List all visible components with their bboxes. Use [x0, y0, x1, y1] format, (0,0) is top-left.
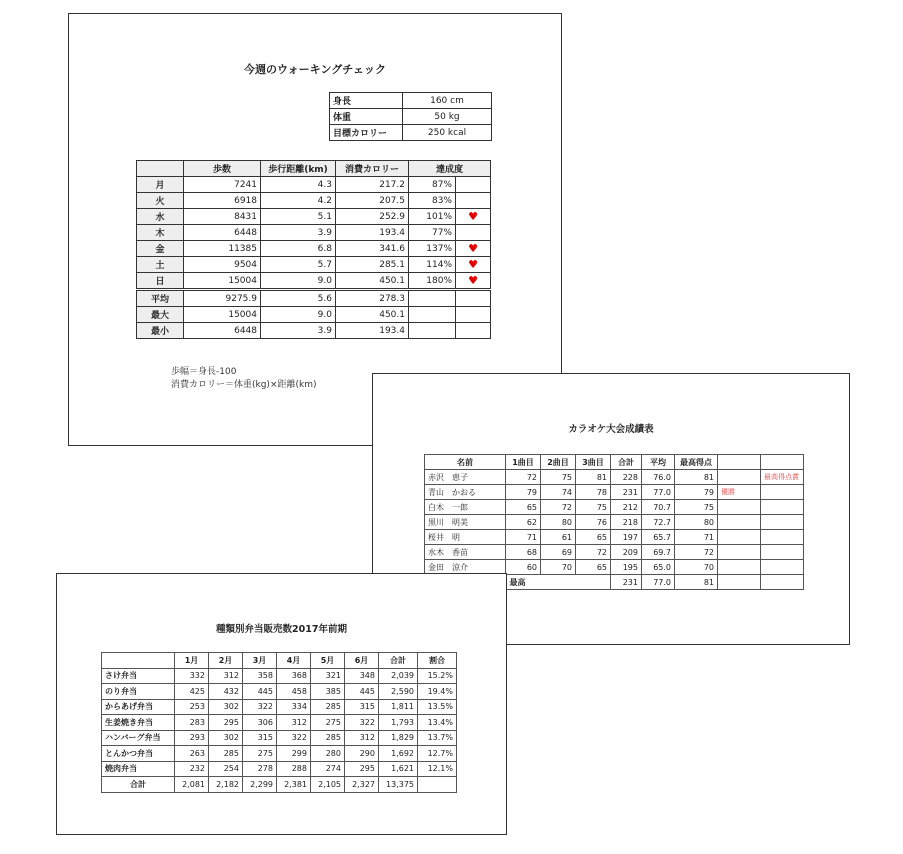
walking-data-table — [136, 160, 491, 339]
column-header: 合計 — [379, 653, 418, 669]
sales-cell: 275 — [311, 715, 345, 731]
contestant-name: 黒川 明美 — [425, 515, 506, 530]
summary-label: 最高 — [425, 575, 611, 590]
sales-cell: 13.4% — [418, 715, 457, 731]
score-cell: 62 — [506, 515, 541, 530]
score-cell: 81 — [675, 575, 718, 590]
sales-cell: 12.1% — [418, 761, 457, 777]
sales-cell: 2,081 — [175, 777, 209, 793]
sales-cell: 19.4% — [418, 684, 457, 700]
score-cell: 81 — [576, 470, 611, 485]
steps-cell: 15004 — [184, 307, 261, 323]
award-label: 最高得点賞 — [761, 470, 804, 485]
empty-cell — [718, 575, 761, 590]
score-cell: 75 — [675, 500, 718, 515]
note-line: 歩幅＝身長-100 — [171, 367, 237, 377]
contestant-row — [425, 515, 804, 530]
formula-notes — [171, 366, 317, 392]
sales-cell: 1,621 — [379, 761, 418, 777]
score-cell: 72.7 — [642, 515, 675, 530]
sales-cell: 290 — [345, 746, 379, 762]
column-header: 3月 — [243, 653, 277, 669]
bento-row — [102, 668, 457, 684]
distance-cell: 9.0 — [261, 307, 336, 323]
empty-cell — [761, 530, 804, 545]
sales-cell: 302 — [209, 699, 243, 715]
sales-cell: 1,793 — [379, 715, 418, 731]
sales-cell: 425 — [175, 684, 209, 700]
calories-cell: 207.5 — [336, 193, 409, 209]
sales-cell: 302 — [209, 730, 243, 746]
info-value: 160 cm — [403, 93, 492, 109]
sales-cell: 1,692 — [379, 746, 418, 762]
distance-cell: 4.2 — [261, 193, 336, 209]
sales-cell: 2,299 — [243, 777, 277, 793]
score-cell: 231 — [611, 485, 642, 500]
contestant-row — [425, 485, 804, 500]
column-header: 合計 — [611, 455, 642, 470]
steps-cell: 6448 — [184, 225, 261, 241]
score-cell: 77.0 — [642, 575, 675, 590]
award-label: 優勝 — [718, 485, 761, 500]
column-header: 6月 — [345, 653, 379, 669]
stat-label: 最大 — [137, 307, 184, 323]
score-cell: 76 — [576, 515, 611, 530]
sales-cell: 2,590 — [379, 684, 418, 700]
distance-cell: 3.9 — [261, 225, 336, 241]
contestant-row — [425, 530, 804, 545]
sales-cell: 445 — [243, 684, 277, 700]
bento-row — [102, 761, 457, 777]
calories-cell: 252.9 — [336, 209, 409, 225]
sales-cell: 458 — [277, 684, 311, 700]
calories-cell: 193.4 — [336, 323, 409, 339]
empty-cell — [718, 515, 761, 530]
sales-cell: 13.5% — [418, 699, 457, 715]
contestant-row — [425, 500, 804, 515]
total-row — [102, 777, 457, 793]
score-cell: 69 — [541, 545, 576, 560]
sales-cell: 285 — [209, 746, 243, 762]
sales-cell: 12.7% — [418, 746, 457, 762]
distance-cell: 6.8 — [261, 241, 336, 257]
profile-info-table — [329, 92, 492, 141]
calories-cell: 341.6 — [336, 241, 409, 257]
empty-cell — [718, 560, 761, 575]
column-header: 3曲目 — [576, 455, 611, 470]
empty-cell — [761, 500, 804, 515]
stat-row — [137, 323, 491, 339]
empty-cell — [456, 307, 491, 323]
score-cell: 61 — [541, 530, 576, 545]
contestant-name: 赤沢 恵子 — [425, 470, 506, 485]
sales-cell: 2,381 — [277, 777, 311, 793]
sales-cell: 1,811 — [379, 699, 418, 715]
score-cell: 72 — [506, 470, 541, 485]
column-header — [718, 455, 761, 470]
distance-cell: 9.0 — [261, 273, 336, 290]
column-header — [761, 455, 804, 470]
info-label: 身長 — [330, 93, 403, 109]
sales-cell: 254 — [209, 761, 243, 777]
column-header: 名前 — [425, 455, 506, 470]
score-cell: 70 — [675, 560, 718, 575]
score-cell: 70.7 — [642, 500, 675, 515]
bento-sales-table — [101, 652, 457, 793]
score-cell: 74 — [541, 485, 576, 500]
achievement-rate-cell: 83% — [409, 193, 456, 209]
distance-cell: 5.6 — [261, 290, 336, 307]
score-cell: 71 — [675, 530, 718, 545]
bento-row — [102, 684, 457, 700]
steps-cell: 9504 — [184, 257, 261, 273]
achievement-rate-cell: 87% — [409, 177, 456, 193]
empty-cell — [456, 177, 491, 193]
sales-cell: 253 — [175, 699, 209, 715]
score-cell: 231 — [611, 575, 642, 590]
score-cell: 218 — [611, 515, 642, 530]
sales-cell: 358 — [243, 668, 277, 684]
score-cell: 72 — [576, 545, 611, 560]
sales-cell: 322 — [277, 730, 311, 746]
day-label: 火 — [137, 193, 184, 209]
score-cell: 65 — [506, 500, 541, 515]
sales-cell: 2,105 — [311, 777, 345, 793]
sales-cell: 334 — [277, 699, 311, 715]
table-header-row — [425, 455, 804, 470]
info-row — [330, 93, 492, 109]
sales-cell: 299 — [277, 746, 311, 762]
column-header: 1月 — [175, 653, 209, 669]
heart-icon: ♥ — [456, 273, 491, 290]
empty-cell — [456, 323, 491, 339]
calories-cell: 450.1 — [336, 307, 409, 323]
score-cell: 68 — [506, 545, 541, 560]
score-cell: 77.0 — [642, 485, 675, 500]
column-header: 最高得点 — [675, 455, 718, 470]
bento-sheet-title: 種類別弁当販売数2017年前期 — [216, 624, 347, 635]
steps-cell: 11385 — [184, 241, 261, 257]
score-cell: 195 — [611, 560, 642, 575]
sales-cell: 2,039 — [379, 668, 418, 684]
score-cell: 65.7 — [642, 530, 675, 545]
score-cell: 65 — [576, 560, 611, 575]
empty-cell — [456, 193, 491, 209]
contestant-row — [425, 545, 804, 560]
score-cell: 72 — [675, 545, 718, 560]
contestant-row — [425, 470, 804, 485]
empty-cell — [718, 470, 761, 485]
column-header: 1曲目 — [506, 455, 541, 470]
empty-cell — [761, 575, 804, 590]
column-header: 平均 — [642, 455, 675, 470]
bento-name: からあげ弁当 — [102, 699, 175, 715]
calories-cell: 193.4 — [336, 225, 409, 241]
sales-cell: 285 — [311, 699, 345, 715]
total-label: 合計 — [102, 777, 175, 793]
empty-cell — [456, 290, 491, 307]
bento-row — [102, 699, 457, 715]
steps-cell: 8431 — [184, 209, 261, 225]
heart-icon: ♥ — [456, 241, 491, 257]
score-cell: 212 — [611, 500, 642, 515]
score-cell: 71 — [506, 530, 541, 545]
empty-cell — [718, 545, 761, 560]
bento-row — [102, 746, 457, 762]
sales-cell: 315 — [345, 699, 379, 715]
empty-cell — [761, 545, 804, 560]
column-header: 割合 — [418, 653, 457, 669]
sales-cell: 322 — [345, 715, 379, 731]
column-header: 消費カロリー — [336, 161, 409, 177]
bento-sales-sheet — [56, 573, 507, 835]
score-cell: 76.0 — [642, 470, 675, 485]
sales-cell: 321 — [311, 668, 345, 684]
sales-cell: 1,829 — [379, 730, 418, 746]
achievement-rate-cell: 180% — [409, 273, 456, 290]
score-cell: 78 — [576, 485, 611, 500]
sales-cell — [418, 777, 457, 793]
steps-cell: 6918 — [184, 193, 261, 209]
sales-cell: 13,375 — [379, 777, 418, 793]
sales-cell: 295 — [345, 761, 379, 777]
karaoke-sheet-title: カラオケ大会成績表 — [568, 424, 654, 435]
stat-row — [137, 290, 491, 307]
steps-cell: 7241 — [184, 177, 261, 193]
table-header-row — [137, 161, 491, 177]
calories-cell: 285.1 — [336, 257, 409, 273]
distance-cell: 3.9 — [261, 323, 336, 339]
empty-cell — [409, 290, 456, 307]
column-header: 歩数 — [184, 161, 261, 177]
bento-name: ハンバーグ弁当 — [102, 730, 175, 746]
day-row — [137, 225, 491, 241]
column-header: 歩行距離(km) — [261, 161, 336, 177]
karaoke-table — [424, 454, 804, 590]
day-row — [137, 241, 491, 257]
score-cell: 228 — [611, 470, 642, 485]
empty-cell — [456, 225, 491, 241]
day-label: 日 — [137, 273, 184, 290]
steps-cell: 9275.9 — [184, 290, 261, 307]
bento-row — [102, 715, 457, 731]
day-row — [137, 177, 491, 193]
sales-cell: 263 — [175, 746, 209, 762]
sales-cell: 2,327 — [345, 777, 379, 793]
score-cell: 79 — [675, 485, 718, 500]
info-label: 体重 — [330, 109, 403, 125]
info-row — [330, 125, 492, 141]
sales-cell: 278 — [243, 761, 277, 777]
achievement-rate-cell: 101% — [409, 209, 456, 225]
calories-cell: 450.1 — [336, 273, 409, 290]
info-value: 250 kcal — [403, 125, 492, 141]
steps-cell: 15004 — [184, 273, 261, 290]
column-header: 2月 — [209, 653, 243, 669]
sales-cell: 445 — [345, 684, 379, 700]
column-header: 5月 — [311, 653, 345, 669]
sales-cell: 332 — [175, 668, 209, 684]
achievement-rate-cell: 137% — [409, 241, 456, 257]
stat-label: 最小 — [137, 323, 184, 339]
info-row — [330, 109, 492, 125]
contestant-name: 青山 かおる — [425, 485, 506, 500]
bento-name: 生姜焼き弁当 — [102, 715, 175, 731]
score-cell: 65 — [576, 530, 611, 545]
column-header — [137, 161, 184, 177]
empty-cell — [761, 485, 804, 500]
bento-name: とんかつ弁当 — [102, 746, 175, 762]
sales-cell: 13.7% — [418, 730, 457, 746]
achievement-rate-cell: 77% — [409, 225, 456, 241]
column-header: 達成度 — [409, 161, 491, 177]
score-cell: 69.7 — [642, 545, 675, 560]
distance-cell: 5.7 — [261, 257, 336, 273]
column-header: 4月 — [277, 653, 311, 669]
sales-cell: 312 — [345, 730, 379, 746]
score-cell: 80 — [541, 515, 576, 530]
bento-name: のり弁当 — [102, 684, 175, 700]
table-header-row — [102, 653, 457, 669]
score-cell: 65.0 — [642, 560, 675, 575]
day-label: 金 — [137, 241, 184, 257]
day-label: 土 — [137, 257, 184, 273]
contestant-name: 白木 一郎 — [425, 500, 506, 515]
column-header: 2曲目 — [541, 455, 576, 470]
info-label: 目標カロリー — [330, 125, 403, 141]
contestant-name: 桜井 明 — [425, 530, 506, 545]
walking-sheet-title: 今週のウォーキングチェック — [244, 63, 386, 76]
score-cell: 80 — [675, 515, 718, 530]
sales-cell: 312 — [277, 715, 311, 731]
sales-cell: 2,182 — [209, 777, 243, 793]
stat-label: 平均 — [137, 290, 184, 307]
day-row — [137, 209, 491, 225]
sales-cell: 322 — [243, 699, 277, 715]
sales-cell: 275 — [243, 746, 277, 762]
score-cell: 75 — [541, 470, 576, 485]
bento-name: さけ弁当 — [102, 668, 175, 684]
info-value: 50 kg — [403, 109, 492, 125]
sales-cell: 280 — [311, 746, 345, 762]
empty-cell — [718, 500, 761, 515]
score-cell: 75 — [576, 500, 611, 515]
sales-cell: 288 — [277, 761, 311, 777]
column-header — [102, 653, 175, 669]
sales-cell: 293 — [175, 730, 209, 746]
day-row — [137, 193, 491, 209]
sales-cell: 432 — [209, 684, 243, 700]
score-cell: 81 — [675, 470, 718, 485]
score-cell: 209 — [611, 545, 642, 560]
calories-cell: 217.2 — [336, 177, 409, 193]
sales-cell: 348 — [345, 668, 379, 684]
score-cell: 70 — [541, 560, 576, 575]
note-line: 消費カロリー＝体重(kg)×距離(km) — [171, 380, 317, 390]
sales-cell: 232 — [175, 761, 209, 777]
sales-cell: 312 — [209, 668, 243, 684]
calories-cell: 278.3 — [336, 290, 409, 307]
stat-row — [137, 307, 491, 323]
day-label: 木 — [137, 225, 184, 241]
day-label: 水 — [137, 209, 184, 225]
empty-cell — [761, 560, 804, 575]
empty-cell — [761, 515, 804, 530]
sales-cell: 368 — [277, 668, 311, 684]
sales-cell: 15.2% — [418, 668, 457, 684]
contestant-name: 金田 涼介 — [425, 560, 506, 575]
heart-icon: ♥ — [456, 209, 491, 225]
heart-icon: ♥ — [456, 257, 491, 273]
sales-cell: 306 — [243, 715, 277, 731]
sales-cell: 315 — [243, 730, 277, 746]
sales-cell: 274 — [311, 761, 345, 777]
sales-cell: 285 — [311, 730, 345, 746]
bento-name: 焼肉弁当 — [102, 761, 175, 777]
distance-cell: 5.1 — [261, 209, 336, 225]
score-cell: 72 — [541, 500, 576, 515]
score-cell: 60 — [506, 560, 541, 575]
day-row — [137, 257, 491, 273]
contestant-name: 水木 香苗 — [425, 545, 506, 560]
bento-row — [102, 730, 457, 746]
steps-cell: 6448 — [184, 323, 261, 339]
empty-cell — [718, 530, 761, 545]
score-cell: 79 — [506, 485, 541, 500]
score-cell: 197 — [611, 530, 642, 545]
achievement-rate-cell: 114% — [409, 257, 456, 273]
sales-cell: 283 — [175, 715, 209, 731]
distance-cell: 4.3 — [261, 177, 336, 193]
sales-cell: 295 — [209, 715, 243, 731]
day-label: 月 — [137, 177, 184, 193]
empty-cell — [409, 307, 456, 323]
sales-cell: 385 — [311, 684, 345, 700]
day-row — [137, 273, 491, 290]
empty-cell — [409, 323, 456, 339]
